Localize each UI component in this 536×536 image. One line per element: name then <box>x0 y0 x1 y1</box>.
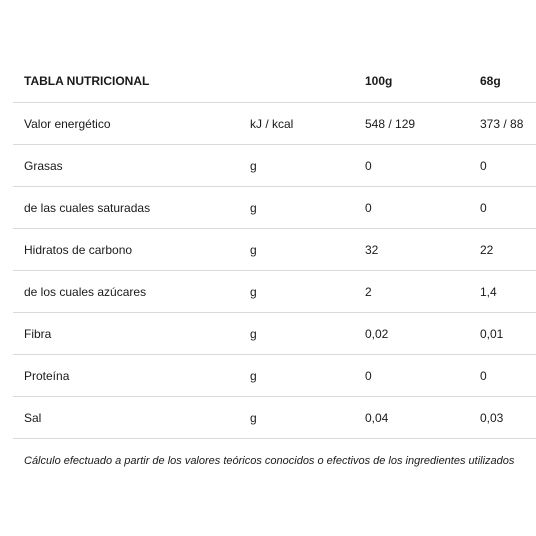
nutrient-unit: g <box>250 200 257 215</box>
nutrient-name: de las cuales saturadas <box>24 200 151 215</box>
nutrient-name: de los cuales azúcares <box>24 284 147 299</box>
nutrient-value-100g: 0 <box>365 368 372 383</box>
nutrient-name: Grasas <box>24 158 63 173</box>
header-col-100g: 100g <box>365 74 393 88</box>
nutrient-name: Hidratos de carbono <box>24 242 133 257</box>
nutrient-value-portion: 373 / 88 <box>480 116 524 131</box>
nutrient-value-100g: 0,04 <box>365 410 389 425</box>
table-row <box>13 313 536 355</box>
table-row <box>13 271 536 313</box>
table-row <box>13 187 536 229</box>
nutrient-unit: g <box>250 368 257 383</box>
table-title: TABLA NUTRICIONAL <box>24 74 150 88</box>
nutrient-unit: g <box>250 410 257 425</box>
nutrient-unit: kJ / kcal <box>250 116 294 131</box>
nutrient-name: Valor energético <box>24 116 111 131</box>
nutrient-name: Fibra <box>24 326 52 341</box>
nutrient-value-100g: 32 <box>365 242 379 257</box>
nutrient-name: Sal <box>24 410 42 425</box>
nutrient-unit: g <box>250 284 257 299</box>
nutrient-value-portion: 22 <box>480 242 494 257</box>
header-col-portion: 68g <box>480 74 501 88</box>
table-row <box>13 397 536 439</box>
nutrient-value-100g: 0 <box>365 200 372 215</box>
nutrient-value-portion: 0,01 <box>480 326 504 341</box>
nutrition-table <box>13 60 536 439</box>
table-row <box>13 103 536 145</box>
nutrient-value-portion: 0,03 <box>480 410 504 425</box>
nutrient-unit: g <box>250 326 257 341</box>
nutrient-value-portion: 1,4 <box>480 284 497 299</box>
nutrient-value-100g: 0,02 <box>365 326 389 341</box>
table-row <box>13 355 536 397</box>
nutrient-value-portion: 0 <box>480 200 487 215</box>
table-row <box>13 229 536 271</box>
table-header-row <box>13 60 536 103</box>
nutrient-value-portion: 0 <box>480 368 487 383</box>
table-row <box>13 145 536 187</box>
nutrient-unit: g <box>250 242 257 257</box>
nutrient-value-100g: 2 <box>365 284 372 299</box>
nutrient-value-100g: 0 <box>365 158 372 173</box>
nutrient-name: Proteína <box>24 368 70 383</box>
footnote: Cálculo efectuado a partir de los valores teóricos conocidos o efectivos de los ingredientes utilizados <box>24 455 515 467</box>
nutrient-value-100g: 548 / 129 <box>365 116 416 131</box>
nutrient-unit: g <box>250 158 257 173</box>
nutrient-value-portion: 0 <box>480 158 487 173</box>
